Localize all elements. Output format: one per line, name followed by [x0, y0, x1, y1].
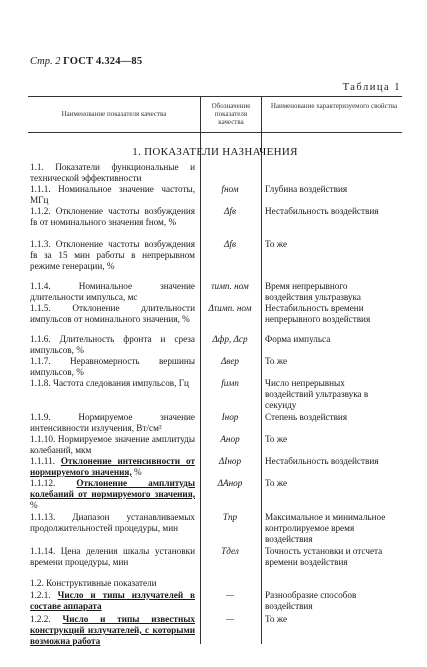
row-symbol: Tдел [221, 546, 239, 556]
row-name: 1.1.4. Номинальное значение длительности импульса, мс [30, 281, 195, 302]
row-property: Разнообразие способов воздействия [265, 590, 357, 611]
row-property: Максимальное и минимальное контролируемое время воздействия [265, 512, 386, 544]
table-caption: Таблица 1 [342, 82, 401, 93]
col3-header: Наименование характеризуемого свойства [270, 102, 398, 110]
row-name [30, 614, 195, 646]
row-property: То же [265, 356, 288, 366]
row-property: Нестабильность воздействия [265, 206, 379, 216]
row-number: 1.2.2. [30, 614, 63, 624]
page-label: Стр. 2 [30, 56, 61, 67]
row-symbol: Tпр [222, 512, 238, 522]
row-property: Глубина воздействия [265, 184, 348, 194]
row-name [30, 590, 195, 612]
row-property: То же [265, 478, 288, 488]
row-name: 1.1.3. Отклонение частоты возбуждения fв за 15 мин работы в непрерывном режиме генерации, % [30, 239, 195, 271]
row-number: 1.1.11. [30, 456, 61, 466]
row-symbol: Δτимп. ном [208, 303, 252, 313]
row-name: 1.1.8. Частота следования импульсов, Гц [30, 378, 189, 388]
row-name: 1.2. Конструктивные показатели [30, 578, 157, 588]
row-symbol: fимп [221, 378, 239, 388]
col1-header: Наименование показателя качества [61, 110, 167, 118]
row-symbol: Δfв [224, 239, 236, 249]
row-number: 1.1.12. [30, 478, 77, 488]
row-symbol: ΔAнор [217, 478, 243, 488]
row-name: 1.1.2. Отклонение частоты возбуждения fв от номинального значения fном, % [30, 206, 195, 227]
row-property: То же [265, 239, 288, 249]
row-symbol: Iнор [221, 412, 239, 422]
row-symbol: τимп. ном [211, 281, 249, 291]
row-number: 1.2.1. [30, 590, 58, 600]
row-property: То же [265, 434, 288, 444]
row-name-emphasis: Число и типы известных конструкций излучателей, с которыми возможна работа [30, 614, 196, 646]
row-symbol: — [225, 590, 235, 600]
row-name: 1.1.6. Длительность фронта и среза импульсов, % [30, 334, 195, 355]
col2-header: Обозначение показателя качества [211, 102, 251, 126]
row-property: Время непрерывного воздействия ультразвука [265, 281, 361, 302]
table-header-border [28, 132, 402, 133]
row-symbol: Aнор [220, 434, 240, 444]
row-property: Точность установки и отсчета времени воздействия [265, 546, 383, 567]
row-property: Нестабильность времени непрерывного воздействия [265, 303, 371, 324]
row-name-emphasis: Отклонение интенсивности от нормируемого значения, [30, 456, 195, 477]
row-name-emphasis: Отклонение амплитуды колебаний от нормируемого значения, [30, 478, 196, 499]
row-property: Нестабильность воздействия [265, 456, 379, 466]
row-name: 1.1. Показатели функциональные и технической эффективности [30, 162, 195, 183]
row-symbol: Δвер [220, 356, 240, 366]
row-name: 1.1.9. Нормируемое значение интенсивности излучения, Вт/см² [30, 412, 195, 433]
row-unit: % [131, 466, 142, 477]
row-name: 1.1.7. Неравномерность вершины импульсов, % [30, 356, 195, 377]
table-top-border [28, 96, 402, 97]
row-name: 1.1.1. Номинальное значение частоты, МГц [30, 184, 195, 205]
row-name [30, 456, 195, 478]
row-name [30, 478, 195, 510]
column-divider-2 [261, 96, 262, 644]
row-name-emphasis: Число и типы излучателей в составе аппарата [30, 590, 196, 611]
row-name: 1.1.10. Нормируемое значение амплитуды колебаний, мкм [30, 434, 195, 455]
row-property: То же [265, 614, 288, 624]
column-divider-1 [200, 96, 201, 644]
section-title: 1. ПОКАЗАТЕЛИ НАЗНАЧЕНИЯ [132, 146, 298, 158]
row-name: 1.1.13. Диапазон устанавливаемых продолжительностей процедуры, мин [30, 512, 195, 533]
row-symbol: fном [221, 184, 239, 194]
row-property: Форма импульса [265, 334, 331, 344]
row-symbol: ΔIнор [218, 456, 242, 466]
row-property: Число непрерывных воздействий ультразвука в секунду [265, 378, 369, 410]
quality-table [28, 96, 402, 644]
gost-label: ГОСТ 4.324—85 [63, 56, 143, 67]
row-unit: % [30, 499, 38, 510]
row-symbol: — [225, 614, 235, 624]
row-symbol: Δfв [224, 206, 236, 216]
row-symbol: Δфр, Δср [212, 334, 248, 344]
row-property: Степень воздействия [265, 412, 348, 422]
row-name: 1.1.14. Цена деления шкалы установки времени процедуры, мин [30, 546, 195, 567]
row-name: 1.1.5. Отклонение длительности импульсов от номинального значения, % [30, 303, 195, 324]
page-header [30, 56, 142, 67]
